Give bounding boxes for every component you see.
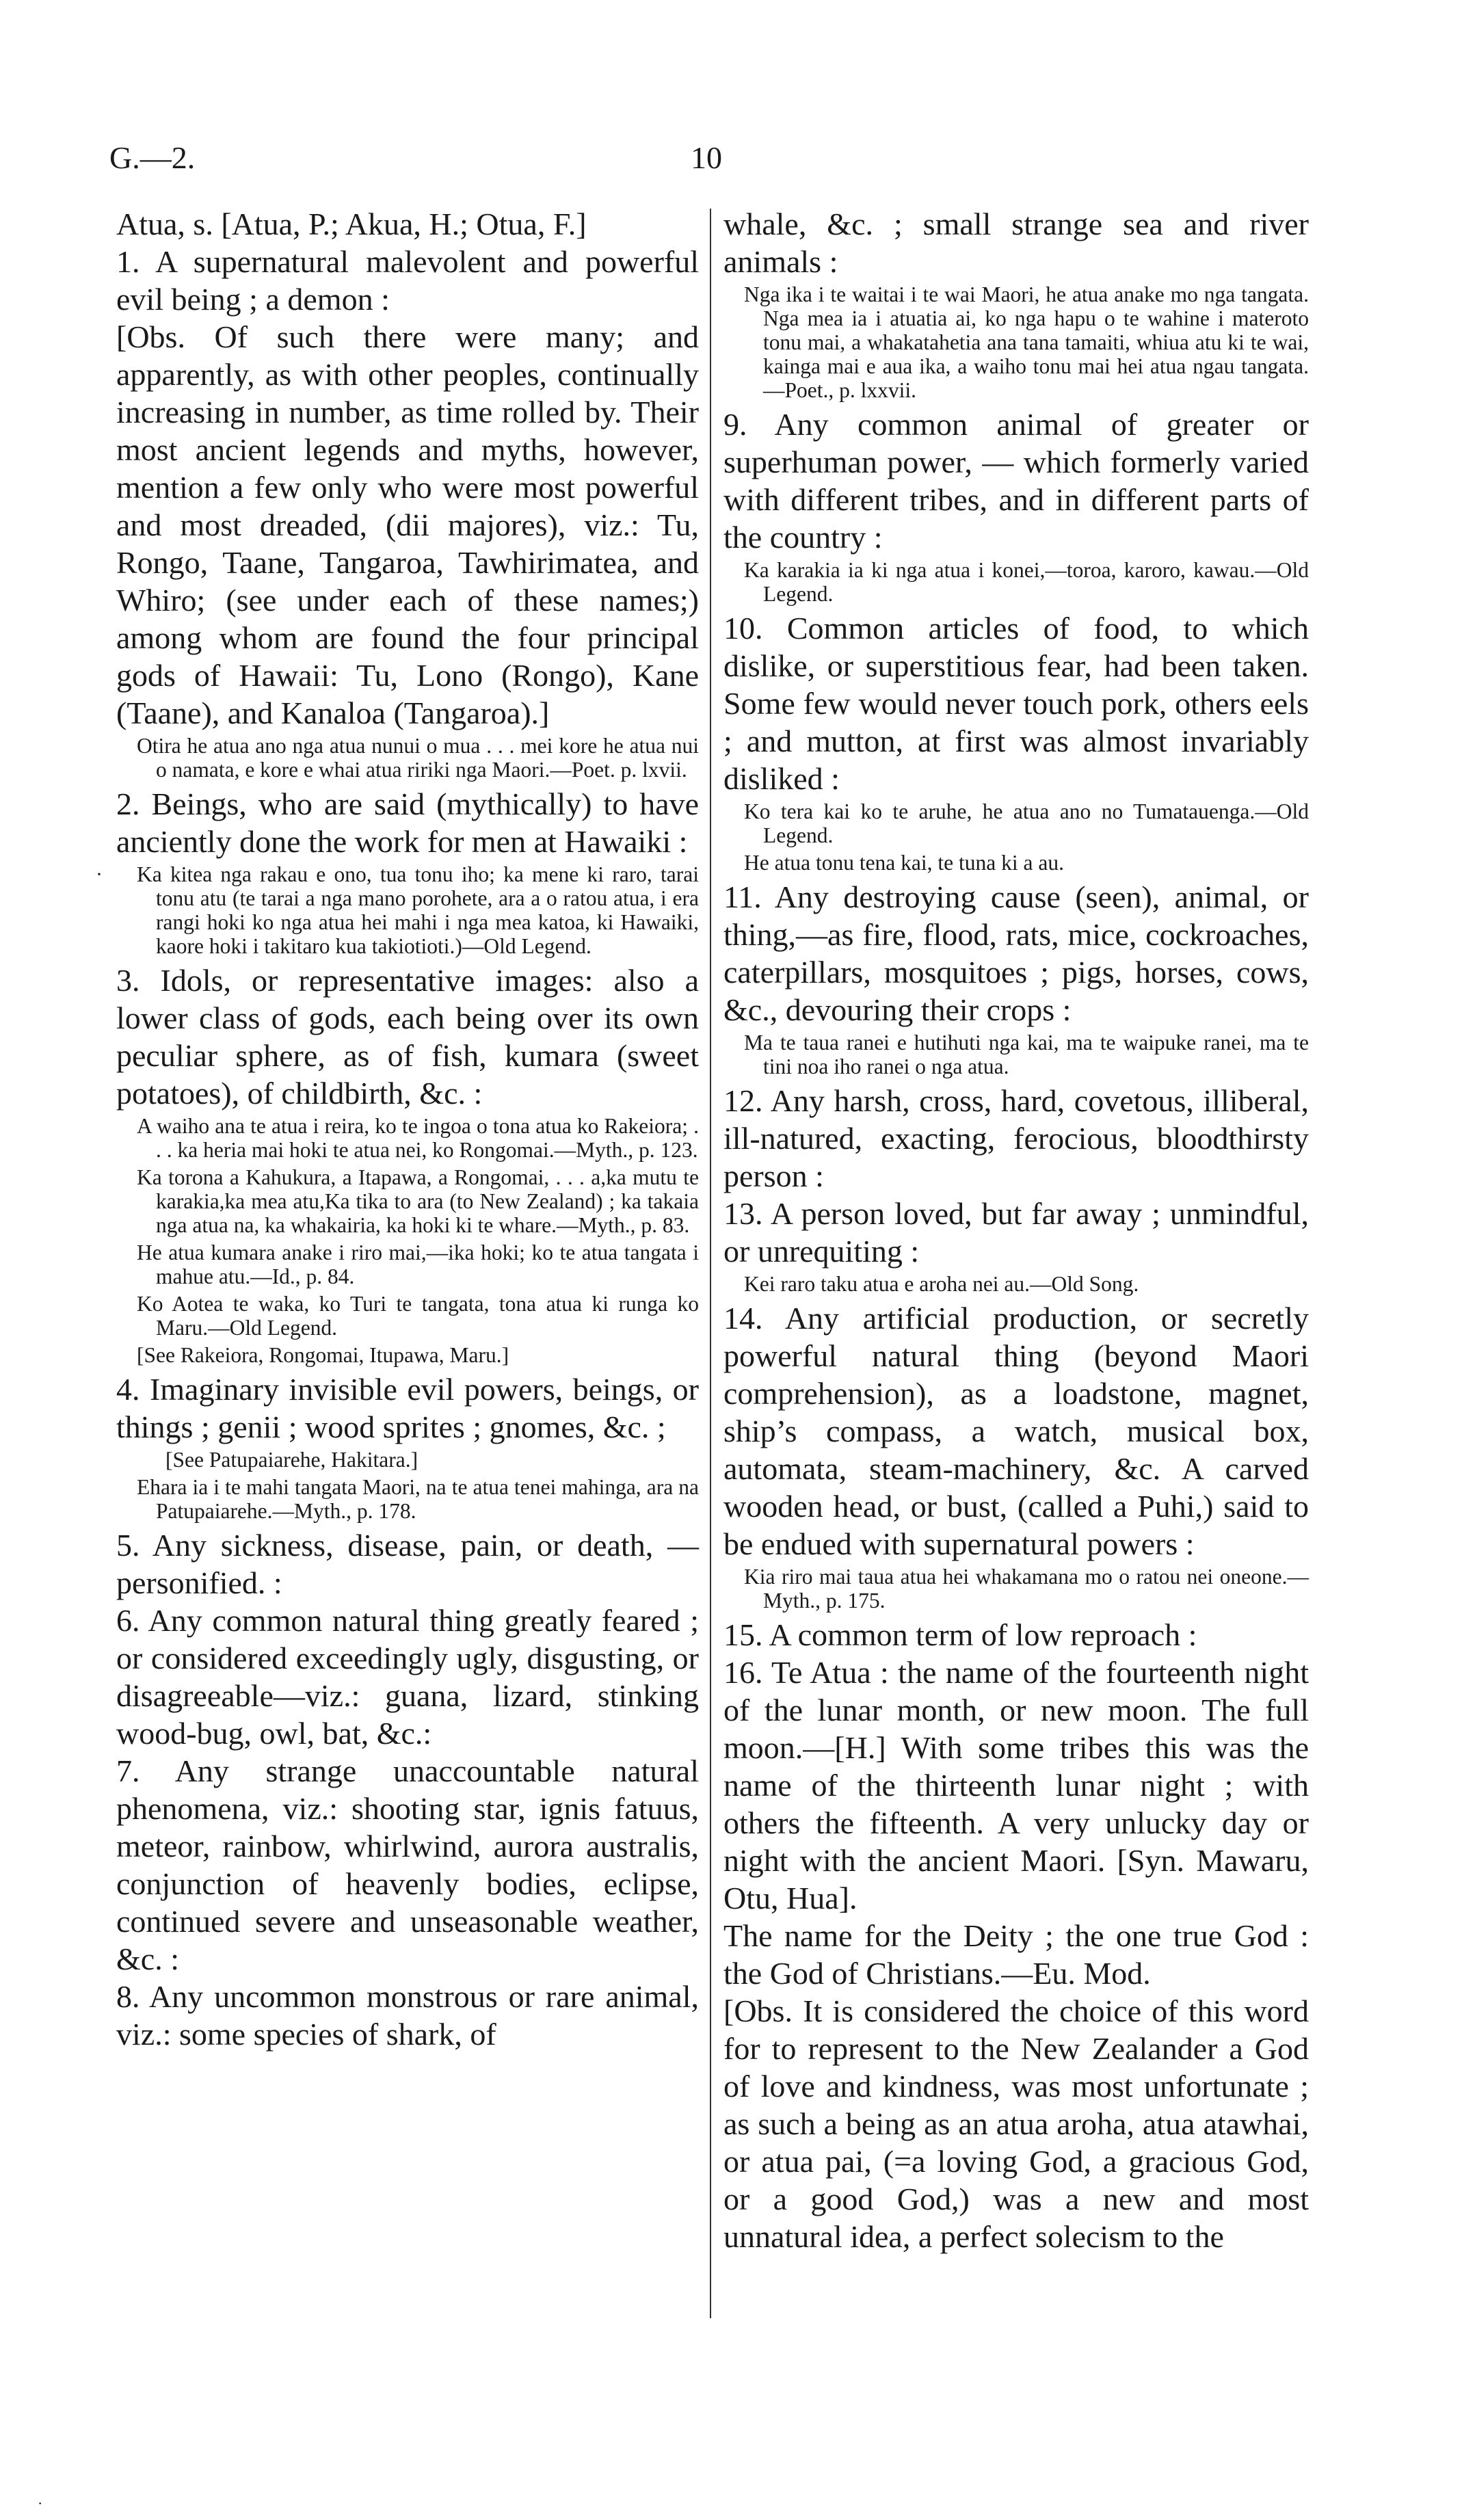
- entry-paragraph: 13. A person loved, but far away ; unmindful, or unrequiting :: [723, 1196, 1309, 1269]
- margin-bullet: ·: [96, 863, 103, 886]
- entry-paragraph: The name for the Deity ; the one true God : the God of Christians.—Eu. Mod.: [723, 1918, 1309, 1991]
- entry-paragraph: 8. Any uncommon monstrous or rare animal, viz.: some species of shark, of: [116, 1979, 699, 2052]
- example-quotation: Ka torona a Kahukura, a Itapawa, a Rongomai, . . . a,ka mutu te karakia,ka mea atu,Ka tika to ara (to New Zealand) ; ka takaia nga atua na, ka whakairia, ka hoki ki te whare.—Myth., p. 83.: [137, 1165, 699, 1237]
- section-code: G.—2.: [109, 140, 196, 175]
- bottom-dot: ·: [38, 2495, 43, 2512]
- entry-paragraph: 6. Any common natural thing greatly feared ; or considered exceedingly ugly, disgusting, or disagreeable—viz.: guana, lizard, stinking wood-bug, owl, bat, &c.:: [116, 1603, 699, 1751]
- example-quotation: A waiho ana te atua i reira, ko te ingoa o tona atua ko Rakeiora; . . . ka heria mai hoki te atua nei, ko Rongomai.—Myth., p. 123.: [137, 1114, 699, 1162]
- entry-paragraph: 2. Beings, who are said (mythically) to have anciently done the work for men at Hawaiki :: [116, 786, 699, 859]
- right-column: [723, 205, 1309, 2255]
- example-quotation: He atua kumara anake i riro mai,—ika hoki; ko te atua tangata i mahue atu.—Id., p. 84.: [137, 1241, 699, 1288]
- entry-paragraph: 7. Any strange unaccountable natural phenomena, viz.: shooting star, ignis fatuus, meteor, rainbow, whirlwind, aurora australis, conjunction of heavenly bodies, eclipse, continued severe and unseasonable weather, &c. :: [116, 1753, 699, 1976]
- cross-reference: [See Patupaiarehe, Hakitara.]: [165, 1448, 418, 1472]
- example-quotation: [See Rakeiora, Rongomai, Itupawa, Maru.]: [137, 1343, 509, 1367]
- left-column: [116, 205, 699, 2053]
- column-divider: [710, 209, 711, 2318]
- entry-paragraph: 14. Any artificial production, or secretly powerful natural thing (beyond Maori comprehension), as a loadstone, magnet, ship’s compass, a watch, musical box, automata, steam-machinery, &c. A carved wooden head, or bust, (called a Puhi,) said to be endued with supernatural powers :: [723, 1301, 1309, 1561]
- example-quotation: Ka karakia ia ki nga atua i konei,—toroa, karoro, kawau.—Old Legend.: [744, 558, 1309, 606]
- example-quotation: He atua tonu tena kai, te tuna ki a au.: [744, 851, 1064, 875]
- example-quotation: Otira he atua ano nga atua nunui o mua . . . mei kore he atua nui o namata, e kore e whai atua ririki nga Maori.—Poet. p. lxvii.: [137, 734, 699, 782]
- entry-paragraph: 3. Idols, or representative images: also a lower class of gods, each being over its own peculiar sphere, as of fish, kumara (sweet potatoes), of childbirth, &c. :: [116, 963, 699, 1111]
- example-quotation: Ehara ia i te mahi tangata Maori, na te atua tenei mahinga, ara na Patupaiarehe.—Myth., p. 178.: [137, 1475, 699, 1523]
- entry-paragraph: 10. Common articles of food, to which dislike, or superstitious fear, had been taken. Some few would never touch pork, others eels ; and mutton, at first was almost invariably disliked :: [723, 611, 1309, 796]
- example-quotation: Ma te taua ranei e hutihuti nga kai, ma te waipuke ranei, ma te tini noa iho ranei o nga atua.: [744, 1031, 1309, 1078]
- entry-paragraph: 4. Imaginary invisible evil powers, beings, or things ; genii ; wood sprites ; gnomes, &c. ;: [116, 1372, 699, 1444]
- entry-paragraph: [Obs. It is considered the choice of this word for to represent to the New Zealander a God of love and kindness, was most unfortunate ; as such a being as an atua aroha, atua atawhai, or atua pai, (=a loving God, a gracious God, or a good God,) was a new and most unnatural idea, a perfect solecism to the: [723, 1993, 1309, 2254]
- example-quotation: Ka kitea nga rakau e ono, tua tonu iho; ka mene ki raro, tarai tonu atu (te tarai a nga mano porohete, ara a o ratou atua, i era rangi hoki ko nga atua hei mahi i nga mea katoa, ki Hawaiki, kaore hoki i takitaro kua takiotioti.)—Old Legend.: [137, 862, 699, 958]
- example-quotation: Kei raro taku atua e aroha nei au.—Old Song.: [744, 1272, 1139, 1296]
- example-quotation: Ko tera kai ko te aruhe, he atua ano no Tumatauenga.—Old Legend.: [744, 799, 1309, 847]
- entry-paragraph: 12. Any harsh, cross, hard, covetous, illiberal, ill-natured, exacting, ferocious, bloodthirsty person :: [723, 1083, 1309, 1193]
- entry-paragraph: 1. A supernatural malevolent and powerful evil being ; a demon :: [116, 244, 699, 317]
- entry-paragraph: 11. Any destroying cause (seen), animal, or thing,—as fire, flood, rats, mice, cockroaches, caterpillars, mosquitoes ; pigs, horses, cows, &c., devouring their crops :: [723, 879, 1309, 1027]
- entry-paragraph: [Obs. Of such there were many; and apparently, as with other peoples, continually increasing in number, as time rolled by. Their most ancient legends and myths, however, mention a few only who were most powerful and most dreaded, (dii majores), viz.: Tu, Rongo, Taane, Tangaroa, Tawhirimatea, and Whiro; (see under each of these names;) among whom are found the four principal gods of Hawaii: Tu, Lono (Rongo), Kane (Taane), and Kanaloa (Tangaroa).]: [116, 319, 699, 730]
- entry-paragraph: whale, &c. ; small strange sea and river animals :: [723, 207, 1309, 279]
- entry-paragraph: 16. Te Atua : the name of the fourteenth night of the lunar month, or new moon. The full moon.—[H.] With some tribes this was the name of the thirteenth lunar night ; with others the fifteenth. A very unlucky day or night with the ancient Maori. [Syn. Mawaru, Otu, Hua].: [723, 1655, 1309, 1915]
- entry-paragraph: Atua, s. [Atua, P.; Akua, H.; Otua, F.]: [116, 207, 587, 241]
- example-quotation: Ko Aotea te waka, ko Turi te tangata, tona atua ki runga ko Maru.—Old Legend.: [137, 1292, 699, 1340]
- entry-paragraph: 9. Any common animal of greater or superhuman power, — which formerly varied with different tribes, and in different parts of the country :: [723, 407, 1309, 555]
- example-quotation: Kia riro mai taua atua hei whakamana mo o ratou nei oneone.—Myth., p. 175.: [744, 1565, 1309, 1613]
- example-quotation: Nga ika i te waitai i te wai Maori, he atua anake mo nga tangata. Nga mea ia i atuatia ai, ko nga hapu o te wahine i materoto tonu mai, a whakatahetia ana tana tamaiti, whiua atu ki te wai, kainga mai e aua ika, a waiho tonu mai hei atua ngau tangata.—Poet., p. lxxvii.: [744, 282, 1309, 402]
- entry-paragraph: 5. Any sickness, disease, pain, or death, —personified. :: [116, 1528, 699, 1600]
- entry-paragraph: 15. A common term of low reproach :: [723, 1617, 1197, 1652]
- page-number: 10: [691, 140, 722, 175]
